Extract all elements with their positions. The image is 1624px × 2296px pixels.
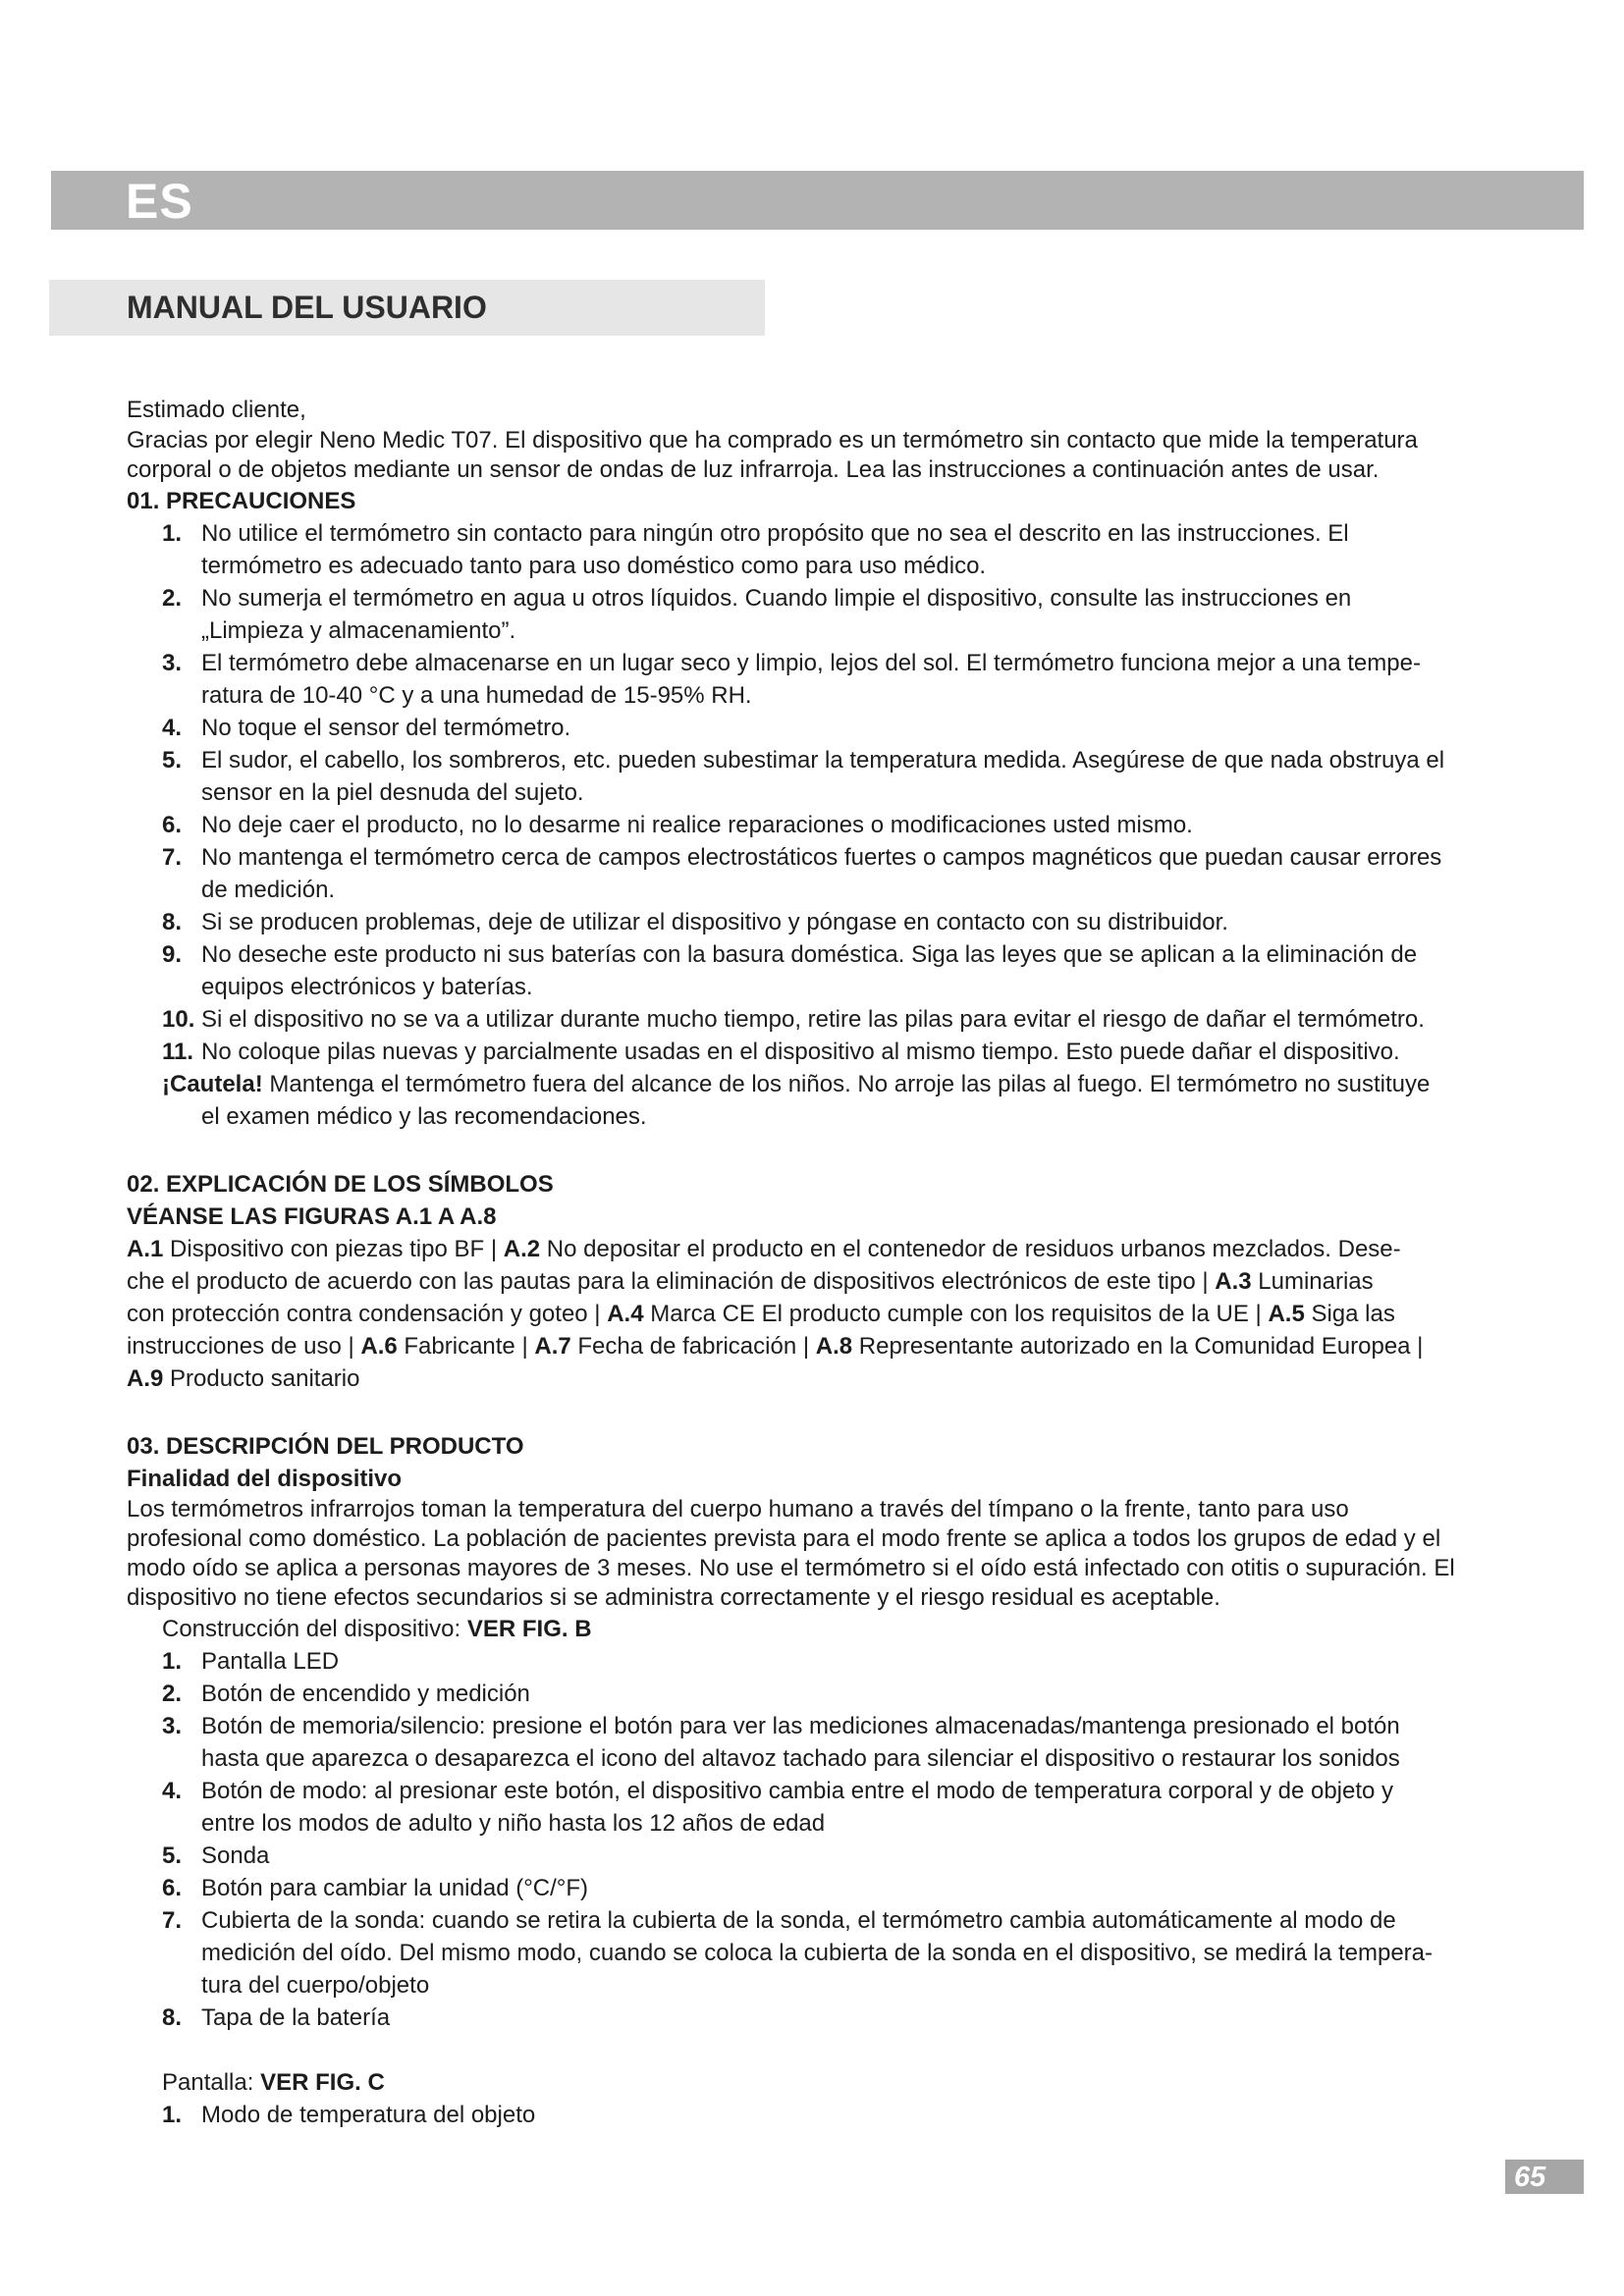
item-text: No deseche este producto ni sus baterías con la basura doméstica. Siga las leyes que se aplican a la eliminación de bbox=[201, 941, 1418, 968]
section-heading: 02. EXPLICACIÓN DE LOS SÍMBOLOS bbox=[127, 1171, 554, 1198]
symbol-text: instrucciones de uso | bbox=[127, 1333, 361, 1360]
item-text: El sudor, el cabello, los sombreros, etc. pueden subestimar la temperatura medida. Asegúrese de que nada obstruya el bbox=[201, 747, 1445, 774]
section-subheading: VÉANSE LAS FIGURAS A.1 A A.8 bbox=[127, 1203, 497, 1230]
symbol-code: A.8 bbox=[815, 1333, 853, 1360]
symbol-text: Siga las bbox=[1304, 1301, 1395, 1327]
item-text: No deje caer el producto, no lo desarme ni realice reparaciones o modificaciones usted mismo. bbox=[201, 812, 1193, 838]
language-code: ES bbox=[126, 174, 193, 229]
item-text: No sumerja el termómetro en agua u otros líquidos. Cuando limpie el dispositivo, consulte las instrucciones en bbox=[201, 585, 1352, 612]
page-number: 65 bbox=[1514, 2162, 1546, 2193]
item-number: 6. bbox=[162, 1875, 183, 1901]
item-number: 1. bbox=[162, 2102, 183, 2128]
item-number: 7. bbox=[162, 844, 183, 871]
symbol-code: A.6 bbox=[360, 1333, 398, 1360]
part-item-6 bbox=[0, 1872, 1624, 1904]
manual-body bbox=[0, 394, 1624, 2131]
part-item-7 bbox=[0, 1904, 1624, 2002]
part-item-3 bbox=[0, 1710, 1624, 1775]
purpose-line: profesional como doméstico. La población de pacientes prevista para el modo frente se aplica a todos los grupos de edad y el bbox=[127, 1525, 1441, 1552]
description-section bbox=[0, 1430, 1624, 2131]
symbols-line bbox=[0, 1330, 1624, 1362]
symbols-line bbox=[0, 1362, 1624, 1395]
symbols-line bbox=[0, 1298, 1624, 1330]
symbols-line bbox=[0, 1265, 1624, 1298]
part-item-1 bbox=[0, 1645, 1624, 1678]
symbol-text: No depositar el producto en el contenedor de residuos urbanos mezclados. Dese- bbox=[540, 1236, 1401, 1262]
item-number: 1. bbox=[162, 520, 183, 547]
caution-note bbox=[0, 1068, 1624, 1133]
symbol-code: A.3 bbox=[1215, 1268, 1252, 1295]
greeting: Estimado cliente, bbox=[127, 397, 306, 423]
symbol-text: Fabricante | bbox=[397, 1333, 535, 1360]
item-text: medición del oído. Del mismo modo, cuando se coloca la cubierta de la sonda en el dispositivo, se medirá la tempera- bbox=[201, 1940, 1433, 1966]
item-number: 3. bbox=[162, 1713, 183, 1739]
page-number-badge bbox=[1505, 2160, 1584, 2194]
item-text: El termómetro debe almacenarse en un lugar seco y limpio, lejos del sol. El termómetro funciona mejor a una tempe- bbox=[201, 650, 1421, 676]
item-number: 10. bbox=[162, 1006, 195, 1033]
symbol-text: Producto sanitario bbox=[163, 1365, 360, 1392]
item-number: 6. bbox=[162, 812, 183, 838]
item-text: Sonda bbox=[201, 1842, 270, 1869]
caution-text: el examen médico y las recomendaciones. bbox=[201, 1103, 647, 1130]
item-number: 8. bbox=[162, 2004, 183, 2031]
precaution-item-6 bbox=[0, 809, 1624, 841]
construction-label: Construcción del dispositivo: bbox=[162, 1616, 461, 1642]
item-number: 5. bbox=[162, 747, 183, 774]
spacer bbox=[0, 1395, 1624, 1430]
item-text: Tapa de la batería bbox=[201, 2004, 391, 2031]
symbol-text: con protección contra condensación y goteo | bbox=[127, 1301, 608, 1327]
item-text: Botón de modo: al presionar este botón, el dispositivo cambia entre el modo de temperatura corporal y de objeto y bbox=[201, 1778, 1394, 1804]
item-text: entre los modos de adulto y niño hasta los 12 años de edad bbox=[201, 1810, 826, 1837]
symbol-text: che el producto de acuerdo con las pautas para la eliminación de dispositivos electrónicos de este tipo | bbox=[127, 1268, 1216, 1295]
item-text: sensor en la piel desnuda del sujeto. bbox=[201, 779, 584, 806]
symbol-text: Marca CE El producto cumple con los requisitos de la UE | bbox=[643, 1301, 1269, 1327]
item-text: Cubierta de la sonda: cuando se retira la cubierta de la sonda, el termómetro cambia automáticamente al modo de bbox=[201, 1907, 1396, 1934]
symbols-section bbox=[0, 1168, 1624, 1395]
item-text: termómetro es adecuado tanto para uso doméstico como para uso médico. bbox=[201, 553, 987, 579]
item-number: 11. bbox=[162, 1039, 194, 1065]
item-number: 4. bbox=[162, 715, 183, 741]
construction-label-line bbox=[0, 1613, 1624, 1645]
purpose-line: modo oído se aplica a personas mayores de 3 meses. No use el termómetro si el oído está infectado con otitis o supuración. El bbox=[127, 1555, 1455, 1581]
item-text: Pantalla LED bbox=[201, 1648, 340, 1675]
part-item-8 bbox=[0, 2002, 1624, 2034]
item-number: 9. bbox=[162, 941, 183, 968]
precaution-item-11 bbox=[0, 1036, 1624, 1068]
symbol-code: A.5 bbox=[1268, 1301, 1305, 1327]
item-text: de medición. bbox=[201, 877, 336, 903]
symbol-code: A.1 bbox=[127, 1236, 164, 1262]
item-text: Si se producen problemas, deje de utilizar el dispositivo y póngase en contacto con su distribuidor. bbox=[201, 909, 1228, 935]
display-label: Pantalla: bbox=[162, 2069, 254, 2096]
precaution-item-9 bbox=[0, 938, 1624, 1003]
page-title: MANUAL DEL USUARIO bbox=[127, 290, 487, 325]
figure-reference: VER FIG. B bbox=[466, 1616, 592, 1642]
symbol-text: Dispositivo con piezas tipo BF | bbox=[163, 1236, 504, 1262]
purpose-line: dispositivo no tiene efectos secundarios si se administra correctamente y el riesgo residual es aceptable. bbox=[127, 1584, 1220, 1611]
part-item-5 bbox=[0, 1840, 1624, 1872]
section-heading: 01. PRECAUCIONES bbox=[127, 488, 356, 514]
section-heading: 03. DESCRIPCIÓN DEL PRODUCTO bbox=[127, 1433, 524, 1460]
purpose-line: Los termómetros infrarrojos toman la temperatura del cuerpo humano a través del tímpano o la frente, tanto para uso bbox=[127, 1496, 1349, 1522]
item-text: „Limpieza y almacenamiento”. bbox=[201, 617, 516, 644]
symbol-code: A.7 bbox=[534, 1333, 571, 1360]
precaution-item-10 bbox=[0, 1003, 1624, 1036]
item-text: hasta que aparezca o desaparezca el icono del altavoz tachado para silenciar el dispositivo o restaurar los sonidos bbox=[201, 1745, 1400, 1772]
language-bar bbox=[51, 171, 1584, 230]
item-text: Botón para cambiar la unidad (°C/°F) bbox=[201, 1875, 589, 1901]
item-text: No coloque pilas nuevas y parcialmente usadas en el dispositivo al mismo tiempo. Esto puede dañar el dispositivo. bbox=[201, 1039, 1400, 1065]
item-number: 7. bbox=[162, 1907, 183, 1934]
intro-line: corporal o de objetos mediante un sensor de ondas de luz infrarroja. Lea las instrucciones a continuación antes de usar. bbox=[127, 456, 1380, 483]
item-number: 4. bbox=[162, 1778, 183, 1804]
precaution-item-3 bbox=[0, 647, 1624, 712]
precaution-item-4 bbox=[0, 712, 1624, 744]
purpose-heading: Finalidad del dispositivo bbox=[127, 1466, 403, 1492]
item-number: 5. bbox=[162, 1842, 183, 1869]
symbol-code: A.2 bbox=[503, 1236, 541, 1262]
spacer bbox=[0, 2034, 1624, 2066]
figure-reference: VER FIG. C bbox=[260, 2069, 385, 2096]
symbol-code: A.4 bbox=[607, 1301, 644, 1327]
item-text: No toque el sensor del termómetro. bbox=[201, 715, 571, 741]
item-text: ratura de 10-40 °C y a una humedad de 15-95% RH. bbox=[201, 682, 752, 709]
item-text: Botón de encendido y medición bbox=[201, 1681, 530, 1707]
precaution-item-2 bbox=[0, 582, 1624, 647]
precaution-item-8 bbox=[0, 906, 1624, 938]
intro-section bbox=[0, 394, 1624, 485]
display-label-line bbox=[0, 2066, 1624, 2099]
item-number: 1. bbox=[162, 1648, 183, 1675]
symbol-code: A.9 bbox=[127, 1365, 164, 1392]
title-bar bbox=[49, 280, 765, 336]
symbol-text: Representante autorizado en la Comunidad Europea | bbox=[852, 1333, 1424, 1360]
item-text: No utilice el termómetro sin contacto para ningún otro propósito que no sea el descrito en las instrucciones. El bbox=[201, 520, 1349, 547]
symbols-line bbox=[0, 1233, 1624, 1265]
precaution-item-7 bbox=[0, 841, 1624, 906]
symbol-text: Fecha de fabricación | bbox=[570, 1333, 816, 1360]
item-number: 8. bbox=[162, 909, 183, 935]
symbol-text: Luminarias bbox=[1251, 1268, 1374, 1295]
part-item-2 bbox=[0, 1678, 1624, 1710]
item-number: 2. bbox=[162, 585, 183, 612]
item-text: Modo de temperatura del objeto bbox=[201, 2102, 536, 2128]
item-text: equipos electrónicos y baterías. bbox=[201, 974, 533, 1000]
caution-label: ¡Cautela! bbox=[162, 1071, 263, 1097]
item-text: Si el dispositivo no se va a utilizar durante mucho tiempo, retire las pilas para evitar el riesgo de dañar el termómetro. bbox=[201, 1006, 1425, 1033]
caution-text: Mantenga el termómetro fuera del alcance de los niños. No arroje las pilas al fuego. El termómetro no sustituye bbox=[269, 1071, 1431, 1097]
precaution-item-5 bbox=[0, 744, 1624, 809]
part-item-4 bbox=[0, 1775, 1624, 1840]
item-text: Botón de memoria/silencio: presione el botón para ver las mediciones almacenadas/mantenga presionado el botón bbox=[201, 1713, 1400, 1739]
item-text: tura del cuerpo/objeto bbox=[201, 1972, 430, 1999]
item-text: No mantenga el termómetro cerca de campos electrostáticos fuertes o campos magnéticos que puedan causar errores bbox=[201, 844, 1442, 871]
item-number: 2. bbox=[162, 1681, 183, 1707]
precaution-item-1 bbox=[0, 517, 1624, 582]
precautions-section bbox=[0, 485, 1624, 1133]
caution-line bbox=[0, 1068, 1624, 1100]
item-number: 3. bbox=[162, 650, 183, 676]
display-item-1 bbox=[0, 2099, 1624, 2131]
spacer bbox=[0, 1133, 1624, 1168]
intro-line: Gracias por elegir Neno Medic T07. El dispositivo que ha comprado es un termómetro sin contacto que mide la temperatura bbox=[127, 427, 1418, 454]
